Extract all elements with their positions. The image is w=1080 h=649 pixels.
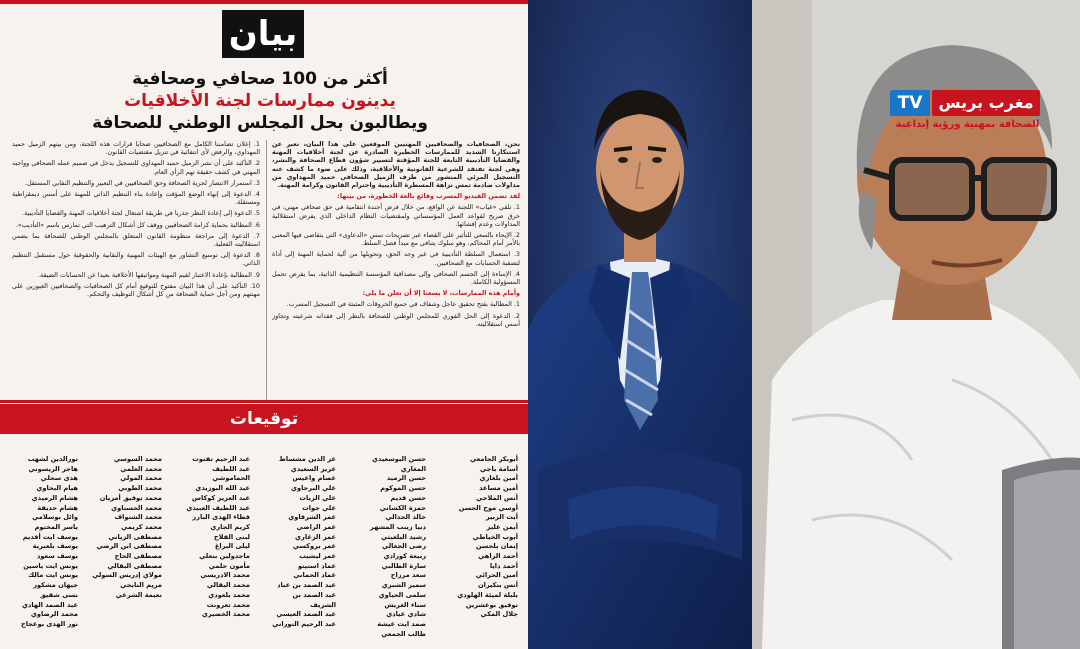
- list-item: 1. المطالبة بفتح تحقيق عاجل وشفاف في جميع الخروقات المثبتة في التسجيل المسرب.: [286, 300, 520, 309]
- signature-name: عماد الحماني: [293, 571, 336, 580]
- signature-name: عبد الصمد العيسي: [276, 610, 336, 619]
- signature-name: محمد الشتواف: [114, 513, 162, 522]
- signature-name: شادي عيادي: [386, 610, 426, 619]
- signature-name: علي جوات: [302, 503, 336, 512]
- news-logo: [890, 90, 1040, 120]
- list-item: 1. تلقي «غياب» اللجنة عن الواقع، من خلال فرض أجندة انتقامية في حق صحافي مهني، في خرق صريح لقواعد العمل المؤسساتي ولمقتضيات النظام الداخلي الذي يفرض استقلالية المداولات وعدم إفشائها.: [272, 203, 520, 228]
- signature-name: عزيز السعيدي: [290, 464, 336, 473]
- signature-name: إيمان بلحسن: [475, 542, 518, 551]
- signature-name: أحمد الزاهي: [478, 552, 518, 561]
- signature-name: ماجدولين بنعلي: [199, 552, 250, 561]
- signature-name: رشيد البلغيثي: [381, 532, 426, 541]
- signature-name: محمد البقالي: [206, 581, 250, 590]
- headline-line-3: ويطالبون بحل المجلس الوطني للصحافة: [92, 113, 428, 133]
- signature-name: يونس ايت ياسين: [23, 561, 78, 570]
- signature-name: مصطفى الزياني: [108, 532, 162, 541]
- signature-name: محمد السوسي: [113, 455, 162, 463]
- signature-name: حسن قديم: [390, 493, 426, 502]
- signature-name: عبد الرحيم التوراني: [272, 619, 336, 628]
- signature-name: صمد ايت عيشة: [377, 619, 426, 628]
- signature-name: جلال المكي: [480, 610, 518, 619]
- signature-name: حمزة الكشاني: [379, 503, 426, 512]
- list-item: 8. الدعوة إلى توسيع التشاور مع الهيئات المهنية والنقابية والحقوقية حول مستقبل التنظيم الذاتي.: [12, 251, 260, 268]
- signature-name: لبنى الفلاح: [213, 532, 250, 541]
- signature-name: مصطفى البقالي: [107, 561, 162, 570]
- list-item: 2. الإيحاء بالسعي للتأثير على القضاء عبر تصريحات تمس «الدعاوى» التي يتقاضى فيها المعني بالأمر أمام المحاكم، وهو سلوك يتنافى مع مبدأ فصل السلط.: [272, 231, 520, 248]
- body-column-left: [12, 140, 260, 410]
- signature-name: محمد العلمي: [120, 464, 162, 473]
- signatures-title: توقيعات: [229, 409, 299, 429]
- signature-name: نعيمة الشرعي: [115, 590, 162, 599]
- signature-name: يوسف بلعبرية: [32, 542, 78, 551]
- signature-column: [92, 455, 162, 601]
- signature-name: طالب الجمعي: [381, 629, 426, 638]
- signature-name: حسن الموكوم: [380, 484, 426, 493]
- signature-name: أيمن عليز: [486, 522, 518, 531]
- statement-document: [0, 0, 528, 649]
- signature-name: عبد الصمد بن الشريف: [292, 590, 336, 609]
- red-separator: [0, 400, 528, 403]
- signature-name: أنس الملاحي: [476, 493, 518, 502]
- signature-name: أسامة باجي: [480, 464, 518, 473]
- signature-name: أبوبكر الجامعي: [469, 455, 518, 463]
- signature-column: [8, 455, 78, 630]
- signature-name: عز الدين مشساط: [279, 455, 336, 463]
- signature-name: محمد كريمي: [121, 522, 162, 531]
- logo-name: مغرب بريس: [932, 90, 1040, 116]
- signature-name: أيت الزبير: [485, 513, 518, 522]
- signature-name: سمير الشبزي: [381, 581, 426, 590]
- signature-name: محمد الرضاوي: [30, 610, 78, 619]
- signature-name: أيوب الخياطي: [472, 532, 518, 541]
- signature-column: [448, 455, 518, 620]
- signature-name: مأمون حلمي: [208, 561, 250, 570]
- signature-name: أمين بلغازي: [479, 474, 518, 483]
- signature-name: خالد الحدالي: [385, 513, 426, 522]
- top-red-rule: [0, 0, 528, 4]
- signatures-list: [6, 455, 522, 645]
- signature-name: بلبلة لميئة الهلودي: [457, 590, 518, 599]
- statement-body: [12, 140, 520, 410]
- signature-name: حسن الرميد: [386, 474, 426, 483]
- logo-tagline: الصحافة بمهنية ورؤية إبداعية: [895, 119, 1040, 130]
- signature-name: مولاي إدريس السولي: [92, 571, 162, 580]
- signature-name: جيهان مشكور: [33, 581, 78, 590]
- signature-name: عبد اللطيف الحماموشي: [212, 464, 250, 483]
- signature-name: يوسف سعود: [37, 552, 78, 561]
- list-item: 3. استعمال السلطة التأديبية في غير وجه الحق، وتحويلها من آلية لحماية المهنة إلى أداة لتصفية الحسابات مع الصحافيين.: [272, 250, 520, 267]
- list-item: 1. إعلان تضامننا الكامل مع الصحافيين ضحايا قرارات هذه اللجنة، ومن بينهم الزميل حميد المهداوي، والرفض لأي انتقائية في تنزيل مقتضيات القانون.: [12, 140, 260, 157]
- signature-name: عبد الصمد بن عباد: [277, 581, 336, 590]
- signature-name: ياسر المختوم: [34, 522, 78, 531]
- headline-line-2: يدينون ممارسات لجنة الأخلاقيات: [124, 91, 396, 111]
- signature-name: محمد الادريسي: [200, 571, 250, 580]
- signature-name: سلمى الحياوي: [378, 590, 426, 599]
- signature-name: عبد الصمد الهادي: [21, 600, 78, 609]
- list-item: 2. التأكيد على أن نشر الزميل حميد المهداوي للتسجيل يدخل في صميم عمله الصحافي وواجبه المهني في كشف حقيقة تهم الرأي العام.: [12, 159, 260, 176]
- headline-line-1: أكثر من 100 صحافي وصحافية: [132, 69, 388, 89]
- signature-name: أحمد دايا: [489, 561, 518, 570]
- signature-column: [356, 455, 426, 639]
- signature-name: يوسف ايت أقديم: [22, 532, 78, 541]
- signature-name: علي البرجاوي: [290, 484, 336, 493]
- signature-name: محمد بلعودي: [208, 590, 250, 599]
- signature-name: عبد الله البوزيدي: [195, 484, 250, 493]
- signature-name: هيام البخاوي: [36, 484, 78, 493]
- signature-name: عبد اللطيف العبيدي: [186, 503, 250, 512]
- signature-name: يونس ايت مالك: [28, 571, 78, 580]
- signature-column: [180, 455, 250, 620]
- signature-name: عمر ليشيب: [299, 552, 336, 561]
- signature-name: محمد توفيق أمزيان: [99, 493, 162, 502]
- list-item: 4. الدعوة إلى إنهاء الوضع المؤقت وإعادة بناء التنظيم الذاتي للمهنة على أسس ديمقراطية ومستقلة.: [12, 190, 260, 207]
- section-title: لقد تضمن الفيديو المسرب وقائع بالغة الخطورة، من بينها:: [337, 192, 520, 201]
- signature-name: عبد الرحيم تفنوت: [192, 455, 250, 463]
- list-item: 6. المطالبة بحماية كرامة الصحافيين ووقف كل أشكال الترهيب التي تمارس باسم «التأديب».: [15, 220, 260, 229]
- signature-name: محمد تعرونت: [206, 600, 250, 609]
- photo-journalist-suit: [528, 0, 752, 649]
- signature-name: هاجر الريسوني: [28, 464, 78, 473]
- signature-name: عمر الشرقاوي: [288, 513, 336, 522]
- body-column-right: [272, 140, 520, 410]
- signature-name: محمد الحسناوي: [111, 503, 162, 512]
- list-item: 2. الدعوة إلى الحل الفوري للمجلس الوطني للصحافة بالنظر إلى فقدانه شرعيته وتجاوز أسس استقلاليته.: [272, 311, 520, 328]
- signature-name: هدى سحلي: [40, 474, 78, 483]
- suit-man-illustration: [528, 0, 752, 649]
- signature-name: أوسي موح الحسن: [458, 503, 518, 512]
- signature-name: عمر الراضي: [296, 522, 336, 531]
- signature-name: حسن البوسعيدي المغاري: [371, 455, 426, 473]
- headline: [40, 68, 480, 134]
- signature-name: أنس بنكيران: [477, 581, 518, 590]
- signature-name: كريم الجاري: [210, 522, 250, 531]
- signature-name: سعد مرزاج: [390, 571, 426, 580]
- intro-paragraph: نحن، الصحافيات والصحافيين المهنيين الموقعين على هذا البيان، نعبر عن استنكارنا الشديد للممارسات الخطيرة الصادرة عن لجنة أخلاقيات المهنة والقضايا التأديبية التابعة للجنة المؤقتة لتسيير شؤون قطاع الصحافة والنشر، وهي لجنة تفتقد للشرعية القانونية والأخلاقية، وذلك على ضوء ما كشف عنه التسجيل المرئي المنشور من طرف الزميل الصحافي حميد المهداوي من مداولات صادمة تمس نزاهة المسطرة التأديبية واحترام القانون وكرامة المهنة.: [272, 140, 520, 190]
- list-item: 7. الدعوة إلى مراجعة منظومة القانون المتعلق بالمجلس الوطني للصحافة بما يضمن استقلاليته الفعلية.: [12, 231, 260, 249]
- list-item: 10. التأكيد على أن هذا البيان مفتوح للتوقيع أمام كل الصحافيات والصحافيين الغيورين على مهنتهم ومن أجل حماية الصحافة من كل أشكال التوظيف والتحكم.: [12, 281, 260, 299]
- signature-name: أمين الحرائي: [475, 571, 518, 580]
- signature-name: نور الهدى بوعجاج: [20, 619, 78, 628]
- signature-name: عمر الزغاري: [295, 532, 336, 541]
- signature-name: دنيا زينب المشهر: [370, 522, 426, 531]
- signature-column: [266, 455, 336, 630]
- signature-name: مصطفى ابن الرضي: [96, 542, 162, 551]
- signature-name: عصام واعيس: [292, 474, 336, 483]
- signature-name: أمين مساعد: [479, 484, 518, 493]
- signature-name: نسى شفيق: [39, 590, 78, 599]
- signature-name: محمد المولي: [120, 474, 162, 483]
- signature-name: محمد الطوبي: [118, 484, 162, 493]
- list-item: 3. استمرار الانتصار لحرية الصحافة وحق الصحافيين في التعبير والتنظيم النقابي المستقل.: [24, 178, 260, 187]
- signature-name: مصطفى الحاج: [114, 552, 162, 561]
- signature-name: ليلى البراغ: [214, 542, 250, 551]
- signature-name: علي الزيات: [299, 493, 336, 502]
- signature-name: فطاء الهدى البارز: [192, 513, 250, 522]
- signature-name: سارة الطالبي: [381, 561, 426, 570]
- list-item: 5. الدعوة إلى إعادة النظر جذريا في طريقة اشتغال لجنة أخلاقيات المهنة والقضايا التأديبية.: [22, 209, 260, 218]
- signature-name: وائل بوسلامي: [32, 513, 78, 522]
- signature-name: مريم النايجي: [120, 581, 162, 590]
- column-divider: [266, 140, 267, 400]
- signature-name: سناء الغريش: [384, 600, 426, 609]
- signature-name: عمر بروكسي: [292, 542, 336, 551]
- statement-title: بيان: [222, 10, 304, 58]
- list-item: 4. الإساءة إلى الجسم الصحافي وإلى مصداقية المؤسسة التنظيمية الذاتية، بما يفرض تحمل المسؤولية الكاملة.: [272, 269, 520, 287]
- signature-name: عماد استيتو: [297, 561, 336, 570]
- signature-name: ربيعة كورادي: [383, 552, 426, 561]
- signature-name: محمد الخضيري: [201, 610, 250, 619]
- logo-tv-badge: TV: [890, 90, 930, 116]
- signature-name: هشام حديفة: [37, 503, 78, 512]
- list-item: وأمام هذه الممارسات، لا يسعنا إلا أن نعلن ما يلي:: [362, 289, 520, 298]
- signature-name: رضى الجغالي: [382, 542, 426, 551]
- signature-name: توفيق بوعشرين: [465, 600, 518, 609]
- signature-name: عبد العزيز كوكاس: [191, 493, 250, 502]
- signature-name: هشام الرميدي: [31, 493, 78, 502]
- signature-name: نورالدين لشهب: [27, 455, 78, 463]
- list-item: 9. المطالبة بإعادة الاعتبار لقيم المهنة ومواثيقها الأخلاقية بعيدا عن الحسابات الضيقة.: [38, 270, 260, 279]
